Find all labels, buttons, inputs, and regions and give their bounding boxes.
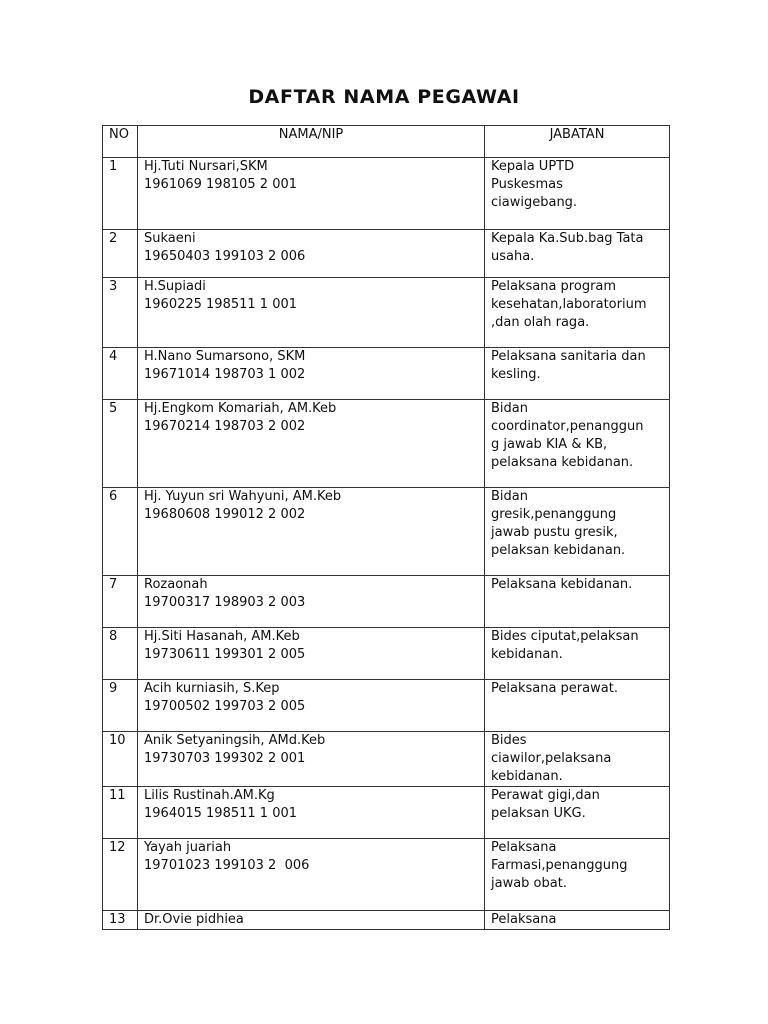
- row-number: 11: [103, 787, 138, 839]
- row-jabatan: Kepala Ka.Sub.bag Tata usaha.: [485, 230, 670, 278]
- row-jabatan: Pelaksana program kesehatan,laboratorium ,dan olah raga.: [485, 278, 670, 348]
- table-row: [103, 488, 670, 576]
- table-row: [103, 348, 670, 400]
- row-jabatan: Pelaksana sanitaria dan kesling.: [485, 348, 670, 400]
- row-number: 1: [103, 158, 138, 230]
- row-nama-nip: [138, 158, 485, 230]
- row-number: 9: [103, 680, 138, 732]
- row-nama-nip: [138, 787, 485, 839]
- table-row: [103, 732, 670, 787]
- row-nama-nip: [138, 576, 485, 628]
- row-nama-nip: [138, 348, 485, 400]
- table-row: [103, 400, 670, 488]
- row-number: 8: [103, 628, 138, 680]
- row-number: 2: [103, 230, 138, 278]
- row-nama-nip: [138, 400, 485, 488]
- employee-nip: 19700317 198903 2 003: [144, 595, 306, 610]
- row-number: 3: [103, 278, 138, 348]
- row-jabatan: Pelaksana kebidanan.: [485, 576, 670, 628]
- employee-name: Hj.Tuti Nursari,SKM: [144, 159, 268, 174]
- employee-nip: 19730703 199302 2 001: [144, 751, 306, 766]
- row-nama-nip: [138, 278, 485, 348]
- employee-nip: 1964015 198511 1 001: [144, 806, 298, 821]
- row-jabatan: Bidan coordinator,penanggun g jawab KIA & KB, pelaksana kebidanan.: [485, 400, 670, 488]
- employee-name: Acih kurniasih, S.Kep: [144, 681, 280, 696]
- employee-name: Yayah juariah: [144, 840, 232, 855]
- employee-nip: 19670214 198703 2 002: [144, 419, 306, 434]
- table-row: [103, 576, 670, 628]
- employee-nip: 19680608 199012 2 002: [144, 507, 306, 522]
- row-jabatan: Pelaksana Farmasi,penanggung jawab obat.: [485, 839, 670, 911]
- row-jabatan: Perawat gigi,dan pelaksan UKG.: [485, 787, 670, 839]
- employee-name: Dr.Ovie pidhiea: [144, 912, 244, 927]
- row-jabatan: Kepala UPTD Puskesmas ciawigebang.: [485, 158, 670, 230]
- table-row: [103, 680, 670, 732]
- employee-name: H.Nano Sumarsono, SKM: [144, 349, 306, 364]
- row-jabatan: Pelaksana perawat.: [485, 680, 670, 732]
- employee-nip: 19671014 198703 1 002: [144, 367, 306, 382]
- table-row: [103, 787, 670, 839]
- employee-name: H.Supiadi: [144, 279, 206, 294]
- employee-nip: 19701023 199103 2 006: [144, 858, 310, 873]
- employee-table: [102, 125, 670, 930]
- row-number: 12: [103, 839, 138, 911]
- table-header-row: [103, 126, 670, 158]
- employee-nip: 1960225 198511 1 001: [144, 297, 298, 312]
- employee-name: Hj. Yuyun sri Wahyuni, AM.Keb: [144, 489, 342, 504]
- table-row: [103, 628, 670, 680]
- employee-name: Hj.Siti Hasanah, AM.Keb: [144, 629, 300, 644]
- employee-name: Lilis Rustinah.AM.Kg: [144, 788, 275, 803]
- row-nama-nip: [138, 230, 485, 278]
- row-jabatan: Bidan gresik,penanggung jawab pustu gresik, pelaksan kebidanan.: [485, 488, 670, 576]
- table-row: [103, 158, 670, 230]
- page-title: DAFTAR NAMA PEGAWAI: [248, 86, 520, 108]
- table-row: [103, 839, 670, 911]
- row-jabatan: Bides ciawilor,pelaksana kebidanan.: [485, 732, 670, 787]
- row-jabatan: Bides ciputat,pelaksan kebidanan.: [485, 628, 670, 680]
- employee-nip: 19730611 199301 2 005: [144, 647, 306, 662]
- employee-name: Rozaonah: [144, 577, 208, 592]
- header-nama-nip: NAMA/NIP: [138, 126, 485, 158]
- row-nama-nip: [138, 628, 485, 680]
- table-row: [103, 911, 670, 930]
- employee-nip: 19700502 199703 2 005: [144, 699, 306, 714]
- header-no: NO: [103, 126, 138, 158]
- header-jabatan: JABATAN: [485, 126, 670, 158]
- employee-nip: 1961069 198105 2 001: [144, 177, 298, 192]
- row-number: 13: [103, 911, 138, 930]
- row-number: 7: [103, 576, 138, 628]
- row-nama-nip: [138, 839, 485, 911]
- table-row: [103, 230, 670, 278]
- employee-name: Anik Setyaningsih, AMd.Keb: [144, 733, 326, 748]
- row-nama-nip: [138, 911, 485, 930]
- row-nama-nip: [138, 680, 485, 732]
- employee-name: Hj.Engkom Komariah, AM.Keb: [144, 401, 337, 416]
- employee-name: Sukaeni: [144, 231, 196, 246]
- table-row: [103, 278, 670, 348]
- employee-nip: 19650403 199103 2 006: [144, 249, 306, 264]
- row-number: 4: [103, 348, 138, 400]
- row-number: 10: [103, 732, 138, 787]
- row-nama-nip: [138, 488, 485, 576]
- row-number: 5: [103, 400, 138, 488]
- row-number: 6: [103, 488, 138, 576]
- row-jabatan: Pelaksana: [485, 911, 670, 930]
- row-nama-nip: [138, 732, 485, 787]
